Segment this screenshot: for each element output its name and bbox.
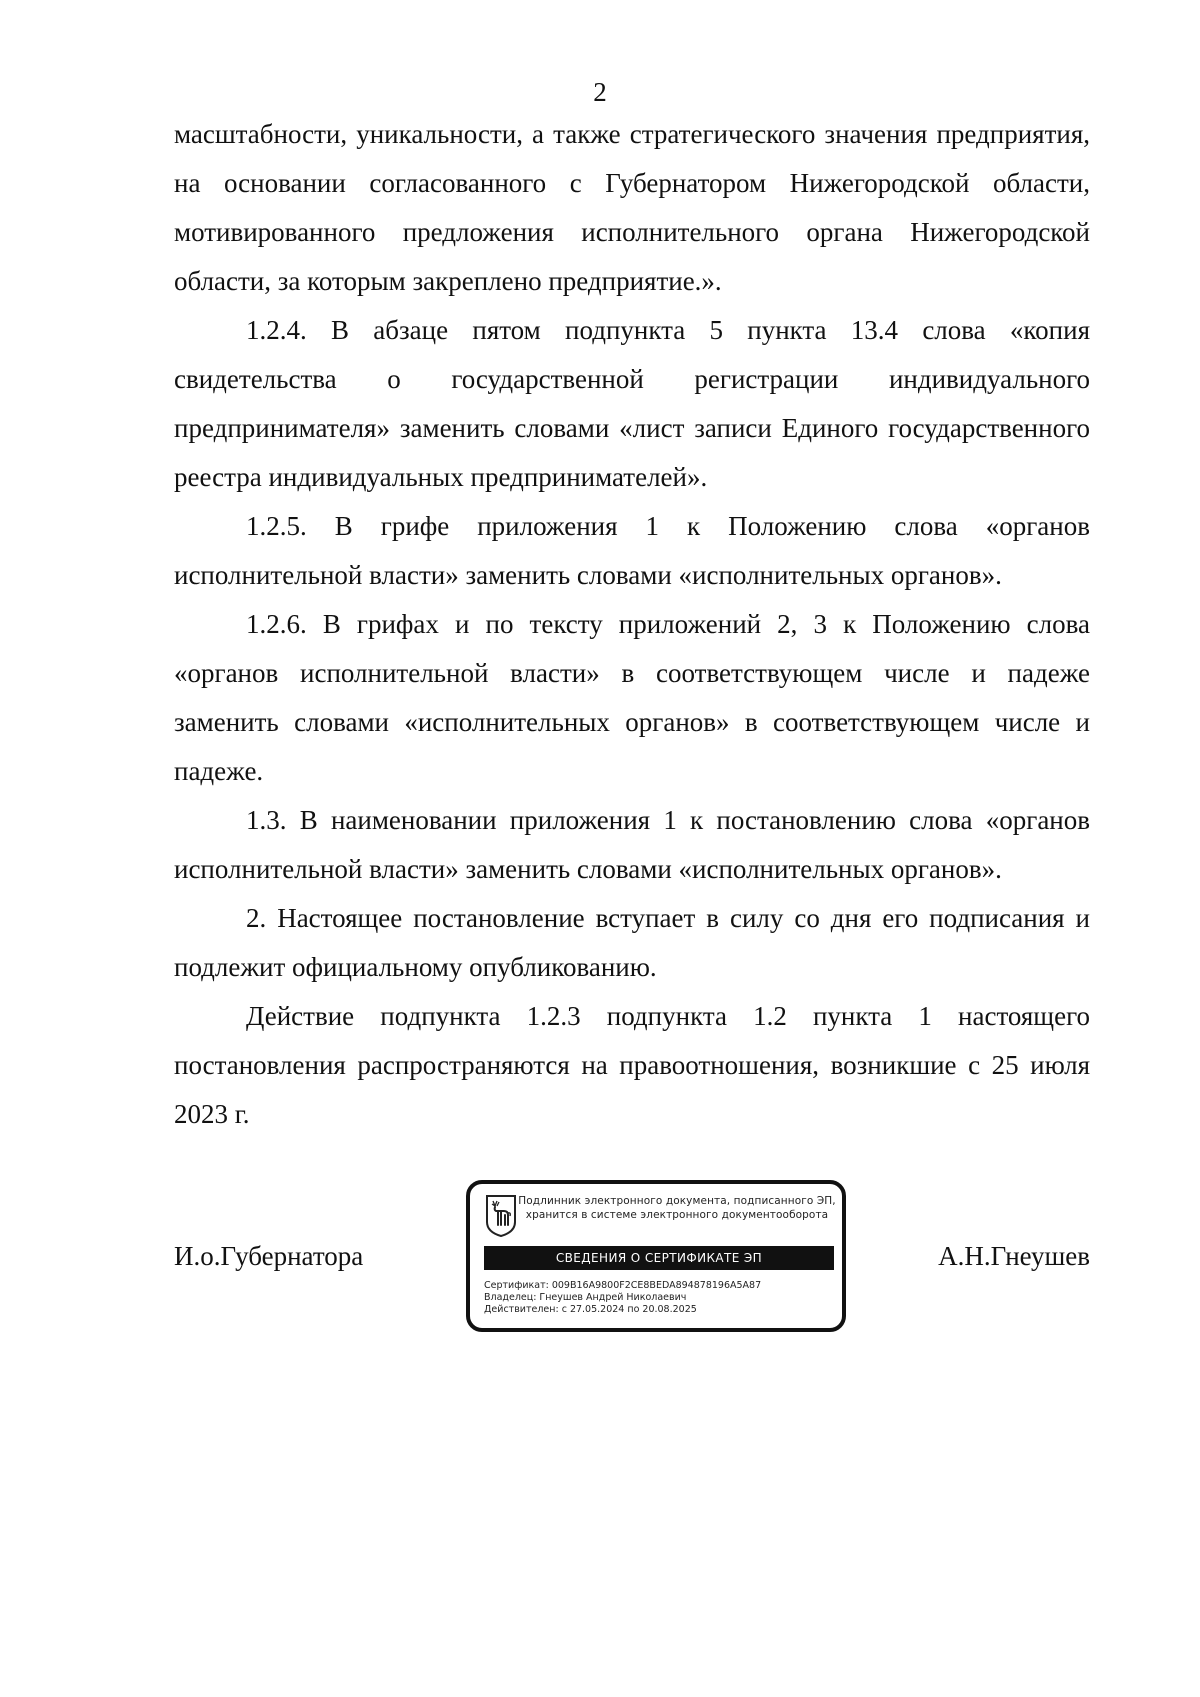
stamp-header [518, 1194, 836, 1222]
paragraph-continuation: масштабности, уникальности, а также стратегического значения предприятия, на основании согласованного с Губернатором Нижегородской области, мотивированного предложения исполнительного органа Нижегородской области, за которым закреплено предприятие.». [174, 119, 1090, 296]
certificate-owner: Владелец: Гнеушев Андрей Николаевич [484, 1292, 687, 1303]
paragraph-1-2-5: 1.2.5. В грифе приложения 1 к Положению слова «органов исполнительной власти» заменить словами «исполнительных органов». [174, 511, 1090, 590]
paragraph-1-3: 1.3. В наименовании приложения 1 к постановлению слова «органов исполнительной власти» заменить словами «исполнительных органов». [174, 805, 1090, 884]
electronic-signature-stamp [466, 1180, 846, 1332]
signatory-name: А.Н.Гнеушев [938, 1241, 1090, 1271]
signatory-position: И.о.Губернатора [174, 1241, 364, 1271]
stamp-certificate-details [484, 1280, 836, 1316]
paragraph-effective-date: Действие подпункта 1.2.3 подпункта 1.2 пункта 1 настоящего постановления распространяются на правоотношения, возникшие с 25 июля 2023 г. [174, 1001, 1090, 1129]
paragraph-2: 2. Настоящее постановление вступает в силу со дня его подписания и подлежит официальному опубликованию. [174, 903, 1090, 982]
page-number: 2 [593, 77, 607, 107]
stamp-header-line-2: хранится в системе электронного документооборота [525, 1209, 829, 1221]
paragraph-1-2-4: 1.2.4. В абзаце пятом подпункта 5 пункта 13.4 слова «копия свидетельства о государственной регистрации индивидуального предпринимателя» заменить словами «лист записи Единого государственного реестра индивидуальных предпринимателей». [174, 315, 1090, 492]
deer-emblem-icon [484, 1194, 518, 1238]
stamp-header-line-1: Подлинник электронного документа, подписанного ЭП, [518, 1195, 836, 1207]
paragraph-1-2-6: 1.2.6. В грифах и по тексту приложений 2, 3 к Положению слова «органов исполнительной власти» в соответствующем числе и падеже заменить словами «исполнительных органов» в соответствующем числе и падеже. [174, 609, 1090, 786]
document-body [174, 110, 1090, 1139]
certificate-validity: Действителен: с 27.05.2024 по 20.08.2025 [484, 1304, 697, 1315]
stamp-title: СВЕДЕНИЯ О СЕРТИФИКАТЕ ЭП [484, 1246, 834, 1270]
certificate-number: Сертификат: 009B16A9800F2CE8BEDA894878196A5A87 [484, 1280, 762, 1291]
